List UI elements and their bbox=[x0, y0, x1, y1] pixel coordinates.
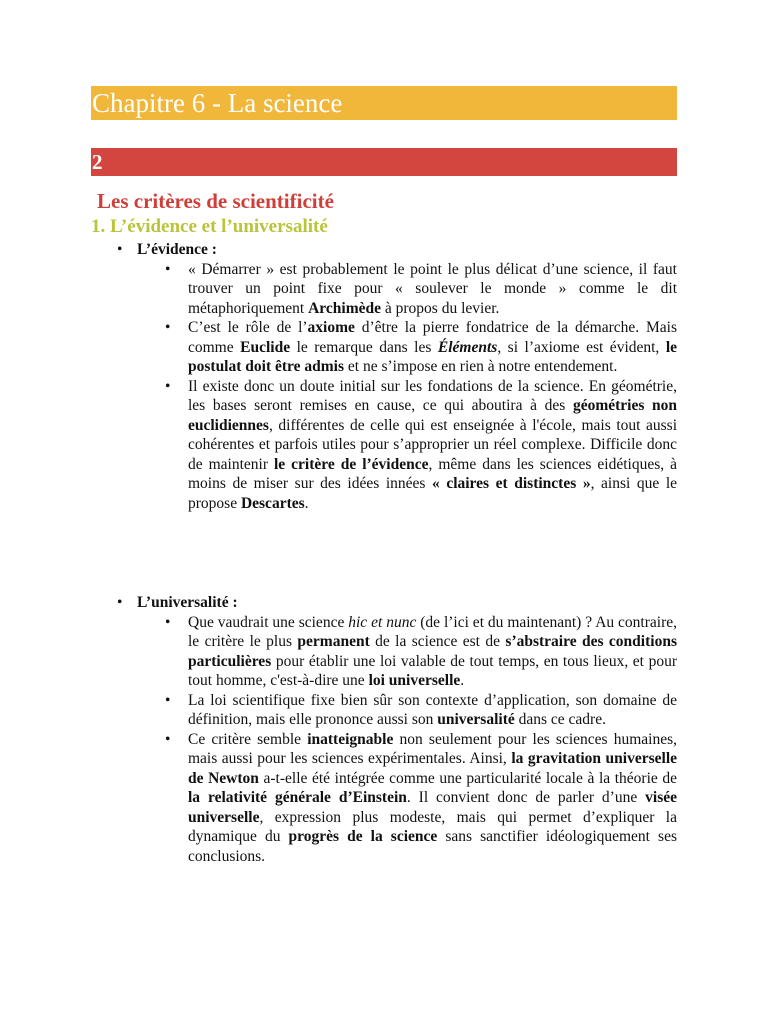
list-item: • « Démarrer » est probablement le point le plus délicat d’une science, il faut trouver un point fixe pour « soulever le monde » comme le dit métaphoriquement Archimède à propos du levier. bbox=[188, 260, 677, 319]
list-item: • Il existe donc un doute initial sur les fondations de la science. En géométrie, les bases seront remises en cause, ce qui aboutira à des géométries non euclidiennes, différentes de celle qui est enseignée à l'école, mais tout aussi cohérentes et parfois utiles pour s’approprier un réel complexe. Difficile donc de maintenir le critère de l’évidence, même dans les sciences eidétiques, à moins de miser sur des idées innées « claires et distinctes », ainsi que le propose Descartes. bbox=[188, 377, 677, 514]
chapter-title-banner bbox=[91, 86, 677, 120]
evidence-list bbox=[117, 260, 677, 514]
subheading: 1. L’évidence et l’universalité bbox=[91, 216, 328, 237]
list-item: • Ce critère semble inatteignable non seulement pour les sciences humaines, mais aussi pour les sciences expérimentales. Ainsi, la gravitation universelle de Newton a-t-elle été intégrée comme une particularité locale à la théorie de la relativité générale d’Einstein. Il convient donc de parler d’une visée universelle, expression plus modeste, mais qui permet d’expliquer la dynamique du progrès de la science sans sanctifier idéologiquement ses conclusions. bbox=[188, 730, 677, 867]
section-heading: Les critères de scientificité bbox=[97, 189, 334, 213]
section-number: 2 bbox=[92, 150, 103, 174]
list-item: • Que vaudrait une science hic et nunc (de l’ici et du maintenant) ? Au contraire, le critère le plus permanent de la science est de s’abstraire des conditions particulières pour établir une loi valable de tout temps, en tous lieux, et pour tout homme, c'est-à-dire une loi universelle. bbox=[188, 613, 677, 691]
evidence-label: • L’évidence : bbox=[117, 240, 677, 260]
chapter-title: Chapitre 6 - La science bbox=[92, 88, 343, 118]
universality-list bbox=[117, 613, 677, 867]
section-number-banner bbox=[91, 148, 677, 176]
universality-section bbox=[117, 593, 677, 866]
universality-label: • L’universalité : bbox=[117, 593, 677, 613]
evidence-section bbox=[117, 240, 677, 513]
list-item: • C’est le rôle de l’axiome d’être la pierre fondatrice de la démarche. Mais comme Euclide le remarque dans les Éléments, si l’axiome est évident, le postulat doit être admis et ne s’impose en rien à notre entendement. bbox=[188, 318, 677, 377]
list-item: • La loi scientifique fixe bien sûr son contexte d’application, son domaine de définition, mais elle prononce aussi son universalité dans ce cadre. bbox=[188, 691, 677, 730]
